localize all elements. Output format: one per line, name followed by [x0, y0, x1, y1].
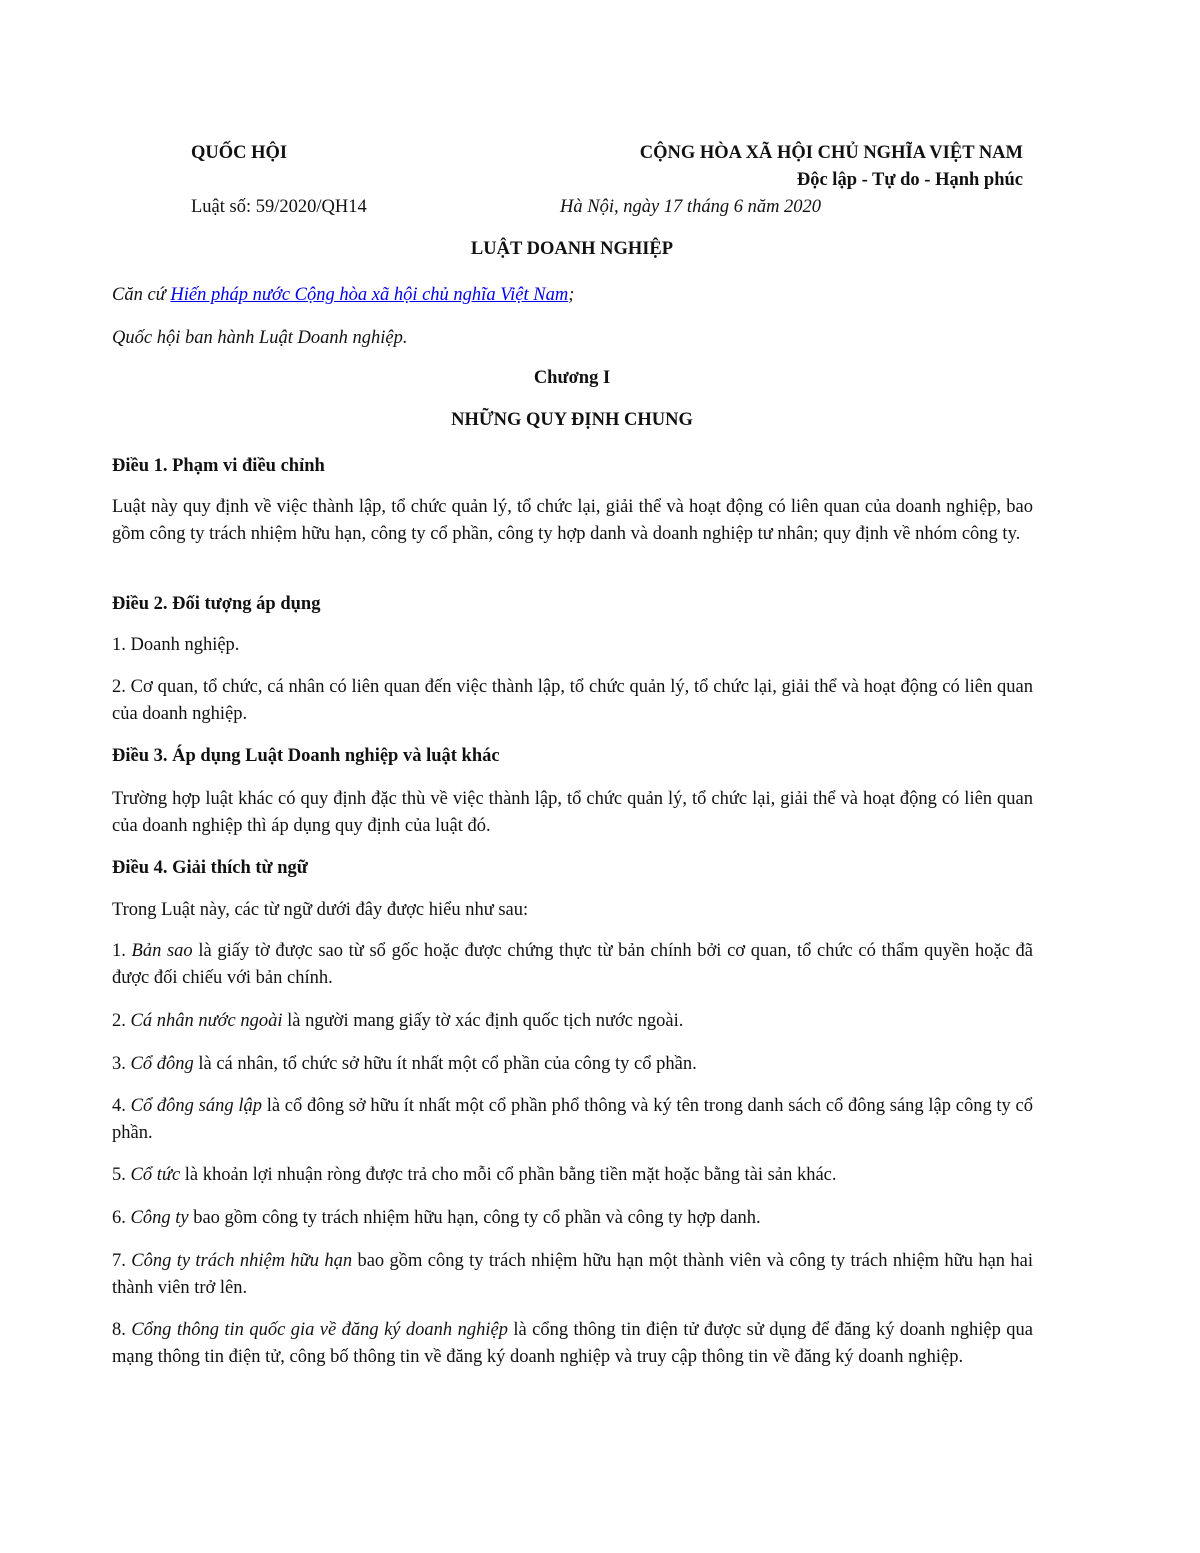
definition-term: Công ty: [130, 1208, 189, 1228]
chapter-number: Chương I: [533, 368, 611, 388]
definition-item: [112, 1317, 1033, 1371]
definition-number: 5.: [112, 1165, 131, 1185]
country-name: CỘNG HÒA XÃ HỘI CHỦ NGHĨA VIỆT NAM: [639, 143, 1023, 163]
definition-text: bao gồm công ty trách nhiệm hữu hạn một thành viên và công ty trách nhiệm hữu hạn hai thành viên trở lên.: [112, 1251, 1033, 1298]
definition-text: là cá nhân, tổ chức sở hữu ít nhất một cổ phần của công ty cổ phần.: [193, 1054, 697, 1074]
definition-item: [112, 1093, 1033, 1147]
definition-number: 6.: [112, 1208, 131, 1228]
definition-term: Bản sao: [131, 941, 193, 961]
definition-text: là cổng thông tin điện tử được sử dụng để đăng ký doanh nghiệp qua mạng thông tin điện tử, công bố thông tin về đăng ký doanh nghiệp và truy cập thông tin về đăng ký doanh nghiệp.: [112, 1320, 1034, 1367]
definition-text: bao gồm công ty trách nhiệm hữu hạn, công ty cổ phần và công ty hợp danh.: [188, 1208, 761, 1228]
article-2-heading: Điều 2. Đối tượng áp dụng: [112, 594, 321, 614]
definition-number: 8.: [112, 1320, 132, 1340]
preamble-enact: Quốc hội ban hành Luật Doanh nghiệp.: [112, 328, 408, 348]
article-3-heading: Điều 3. Áp dụng Luật Doanh nghiệp và luật khác: [112, 746, 500, 766]
issuing-body: QUỐC HỘI: [191, 143, 288, 163]
definition-number: 2.: [112, 1011, 131, 1031]
definition-term: Cổng thông tin quốc gia về đăng ký doanh nghiệp: [131, 1320, 508, 1340]
definition-text: là cổ đông sở hữu ít nhất một cổ phần phổ thông và ký tên trong danh sách cổ đông sáng lập công ty cổ phần.: [112, 1096, 1033, 1143]
law-title: LUẬT DOANH NGHIỆP: [470, 239, 674, 259]
article-1-paragraph: Luật này quy định về việc thành lập, tổ chức quản lý, tổ chức lại, giải thể và hoạt động có liên quan của doanh nghiệp, bao gồm công ty trách nhiệm hữu hạn, công ty cổ phần, công ty hợp danh và doanh nghiệp tư nhân; quy định về nhóm công ty.: [112, 497, 1033, 544]
constitution-link[interactable]: Hiến pháp nước Cộng hòa xã hội chủ nghĩa Việt Nam: [170, 285, 569, 305]
chapter-name: NHỮNG QUY ĐỊNH CHUNG: [451, 410, 693, 430]
definition-number: 3.: [112, 1054, 131, 1074]
definition-text: là giấy tờ được sao từ sổ gốc hoặc được chứng thực từ bản chính bởi cơ quan, tổ chức có thẩm quyền hoặc đã được đối chiếu với bản chính.: [112, 941, 1034, 988]
article-2-clause-1: 1. Doanh nghiệp.: [112, 635, 240, 655]
article-2-clause-2: 2. Cơ quan, tổ chức, cá nhân có liên quan đến việc thành lập, tổ chức quản lý, tổ chức lại, giải thể và hoạt động có liên quan của doanh nghiệp.: [112, 677, 1033, 724]
definition-item: [112, 1008, 1033, 1035]
definition-item: [112, 1051, 1033, 1078]
article-3-paragraph: Trường hợp luật khác có quy định đặc thù về việc thành lập, tổ chức quản lý, tổ chức lại, giải thể và hoạt động có liên quan của doanh nghiệp thì áp dụng quy định của luật đó.: [112, 789, 1033, 836]
definition-text: là khoản lợi nhuận ròng được trả cho mỗi cổ phần bằng tiền mặt hoặc bằng tài sản khác.: [180, 1165, 837, 1185]
definition-number: 7.: [112, 1251, 132, 1271]
definition-term: Cổ đông: [130, 1054, 194, 1074]
definition-item: [112, 938, 1033, 992]
basis-prefix: Căn cứ: [112, 285, 171, 305]
definition-item: [112, 1205, 1033, 1232]
definition-term: Cổ đông sáng lập: [130, 1096, 262, 1116]
definition-term: Cổ tức: [130, 1165, 181, 1185]
definition-term: Công ty trách nhiệm hữu hạn: [131, 1251, 353, 1271]
definition-item: [112, 1248, 1033, 1302]
article-1-heading: Điều 1. Phạm vi điều chỉnh: [112, 456, 325, 476]
national-motto: Độc lập - Tự do - Hạnh phúc: [796, 170, 1023, 190]
definition-item: [112, 1162, 1033, 1189]
definition-text: là người mang giấy tờ xác định quốc tịch nước ngoài.: [282, 1011, 684, 1031]
preamble-basis: [112, 282, 1033, 309]
place-date: Hà Nội, ngày 17 tháng 6 năm 2020: [560, 197, 822, 217]
definition-term: Cá nhân nước ngoài: [130, 1011, 283, 1031]
definition-number: 4.: [112, 1096, 131, 1116]
definition-number: 1.: [112, 941, 132, 961]
law-number: Luật số: 59/2020/QH14: [191, 197, 367, 217]
article-4-intro: Trong Luật này, các từ ngữ dưới đây được hiểu như sau:: [112, 900, 529, 920]
article-4-heading: Điều 4. Giải thích từ ngữ: [112, 858, 308, 878]
basis-suffix: ;: [568, 285, 575, 305]
